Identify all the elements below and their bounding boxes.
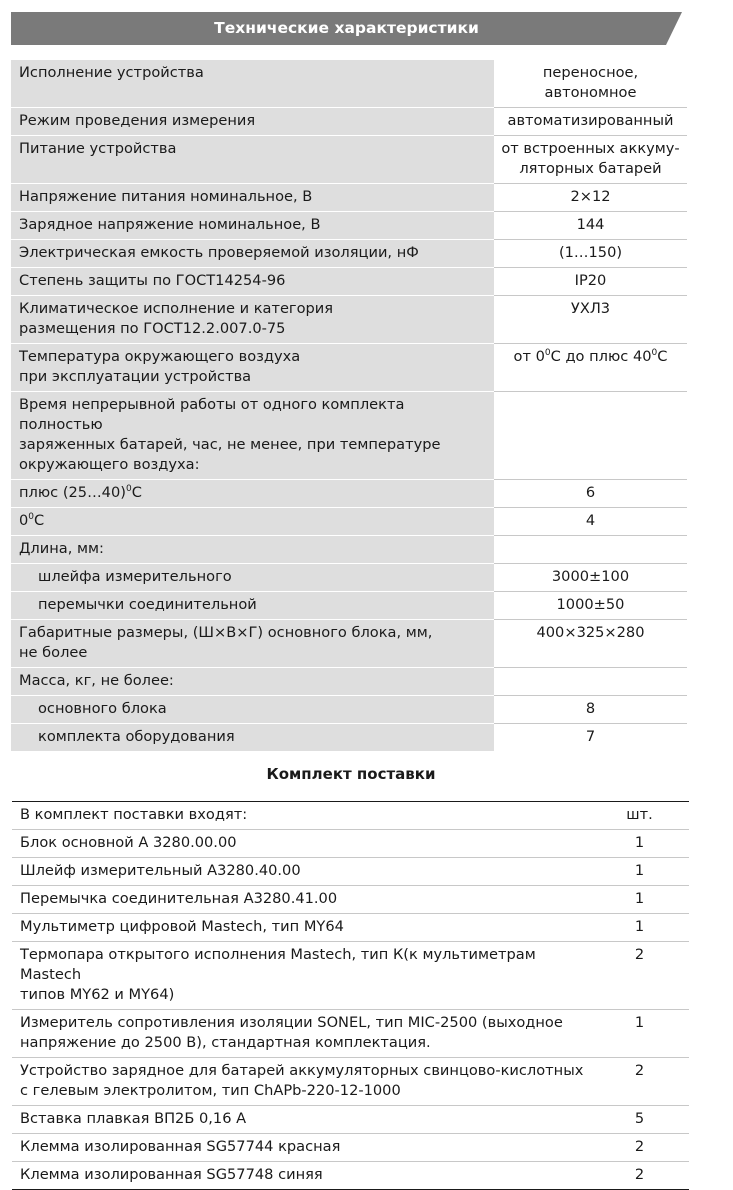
supply-row (12, 914, 689, 942)
spec-name: Электрическая емкость проверяемой изоляции, нФ (11, 240, 494, 268)
spec-value: 144 (494, 212, 687, 240)
supply-item-qty: 1 (606, 914, 689, 942)
spec-value: 3000±100 (494, 564, 687, 592)
spec-value: переносное, автономное (494, 60, 687, 108)
degree-superscript: 0 (125, 484, 132, 494)
name-part: 0 (19, 512, 29, 529)
supply-item-name: Измеритель сопротивления изоляции SONEL, тип MIC-2500 (выходное напряжение до 2500 В), стандартная комплектация. (12, 1010, 606, 1058)
spec-row (11, 620, 687, 668)
supply-item-name: Мультиметр цифровой Mastech, тип MY64 (12, 914, 606, 942)
supply-item-name: Термопара открытого исполнения Mastech, тип К(к мультиметрам Mastech типов MY62 и MY64) (12, 942, 606, 1010)
spec-row (11, 344, 687, 392)
spec-row (11, 508, 687, 536)
specifications-table (11, 60, 687, 752)
spec-name: Степень защиты по ГОСТ14254-96 (11, 268, 494, 296)
spec-row (11, 108, 687, 136)
spec-row (11, 392, 687, 480)
spec-name: основного блока (11, 696, 494, 724)
supply-row (12, 1134, 689, 1162)
supply-header-row (12, 802, 689, 830)
spec-value: 400×325×280 (494, 620, 687, 668)
spec-title: Технические характеристики (214, 19, 479, 37)
supply-item-qty: 2 (606, 1058, 689, 1106)
spec-value: 4 (494, 508, 687, 536)
spec-value (494, 344, 687, 392)
spec-row (11, 60, 687, 108)
spec-name: Напряжение питания номинальное, В (11, 184, 494, 212)
spec-row (11, 296, 687, 344)
spec-name: Исполнение устройства (11, 60, 494, 108)
value-part: от 0 (513, 348, 545, 365)
supply-item-qty: 1 (606, 830, 689, 858)
spec-name (11, 508, 494, 536)
supply-item-name: Устройство зарядное для батарей аккумуляторных свинцово-кислотных с гелевым электролитом, тип ChAPb-220-12-1000 (12, 1058, 606, 1106)
supply-title: Комплект поставки (266, 765, 436, 783)
spec-name: шлейфа измерительного (11, 564, 494, 592)
spec-name: Климатическое исполнение и категория размещения по ГОСТ12.2.007.0-75 (11, 296, 494, 344)
spec-name (11, 480, 494, 508)
supply-row (12, 1058, 689, 1106)
spec-name: перемычки соединительной (11, 592, 494, 620)
supply-row (12, 1010, 689, 1058)
spec-name: Масса, кг, не более: (11, 668, 494, 696)
supply-row (12, 1162, 689, 1190)
spec-name: комплекта оборудования (11, 724, 494, 752)
degree-superscript: 0 (28, 512, 35, 522)
spec-row (11, 480, 687, 508)
spec-row (11, 184, 687, 212)
spec-value: 8 (494, 696, 687, 724)
supply-item-name: Вставка плавкая ВП2Б 0,16 А (12, 1106, 606, 1134)
spec-row (11, 240, 687, 268)
spec-value: (1…150) (494, 240, 687, 268)
supply-row (12, 858, 689, 886)
supply-header-name: В комплект поставки входят: (12, 802, 606, 830)
spec-name: Режим проведения измерения (11, 108, 494, 136)
spec-name: Зарядное напряжение номинальное, В (11, 212, 494, 240)
supply-row (12, 886, 689, 914)
supply-item-qty: 1 (606, 858, 689, 886)
supply-table (12, 801, 689, 1190)
value-part: С (657, 348, 668, 365)
spec-title-banner (11, 12, 682, 45)
supply-item-name: Клемма изолированная SG57744 красная (12, 1134, 606, 1162)
degree-superscript: 0 (544, 348, 551, 358)
spec-row (11, 536, 687, 564)
supply-item-qty: 1 (606, 1010, 689, 1058)
spec-name: Длина, мм: (11, 536, 494, 564)
supply-row (12, 942, 689, 1010)
spec-row (11, 668, 687, 696)
name-part: плюс (25…40) (19, 484, 126, 501)
spec-row (11, 212, 687, 240)
spec-name: Габаритные размеры, (Ш×В×Г) основного блока, мм, не более (11, 620, 494, 668)
spec-name: Питание устройства (11, 136, 494, 184)
spec-name: Температура окружающего воздуха при эксплуатации устройства (11, 344, 494, 392)
supply-item-qty: 2 (606, 1134, 689, 1162)
spec-value: автоматизированный (494, 108, 687, 136)
spec-row (11, 268, 687, 296)
spec-name: Время непрерывной работы от одного комплекта полностью заряженных батарей, час, не менее, при температуре окружающего воздуха: (11, 392, 494, 480)
spec-value: УХЛ3 (494, 296, 687, 344)
spec-value: 2×12 (494, 184, 687, 212)
name-part: С (34, 512, 45, 529)
spec-value: IP20 (494, 268, 687, 296)
degree-superscript: 0 (651, 348, 658, 358)
spec-row (11, 136, 687, 184)
spec-row (11, 592, 687, 620)
spec-row (11, 724, 687, 752)
spec-row (11, 564, 687, 592)
spec-value: 1000±50 (494, 592, 687, 620)
supply-row (12, 1106, 689, 1134)
supply-item-name: Блок основной А 3280.00.00 (12, 830, 606, 858)
spec-row (11, 696, 687, 724)
supply-row (12, 830, 689, 858)
supply-item-qty: 2 (606, 942, 689, 1010)
supply-header-qty: шт. (606, 802, 689, 830)
spec-value: 7 (585, 728, 596, 745)
name-part: С (131, 484, 142, 501)
supply-item-name: Шлейф измерительный А3280.40.00 (12, 858, 606, 886)
spec-value: 6 (494, 480, 687, 508)
supply-item-qty: 5 (606, 1106, 689, 1134)
spec-value (494, 668, 687, 696)
spec-value: от встроенных аккуму- ляторных батарей (494, 136, 687, 184)
spec-value (494, 392, 687, 480)
supply-item-name: Перемычка соединительная А3280.41.00 (12, 886, 606, 914)
value-part: С до плюс 40 (550, 348, 652, 365)
supply-item-qty: 2 (606, 1162, 689, 1190)
spec-value (494, 536, 687, 564)
supply-item-name: Клемма изолированная SG57748 синяя (12, 1162, 606, 1190)
supply-item-qty: 1 (606, 886, 689, 914)
